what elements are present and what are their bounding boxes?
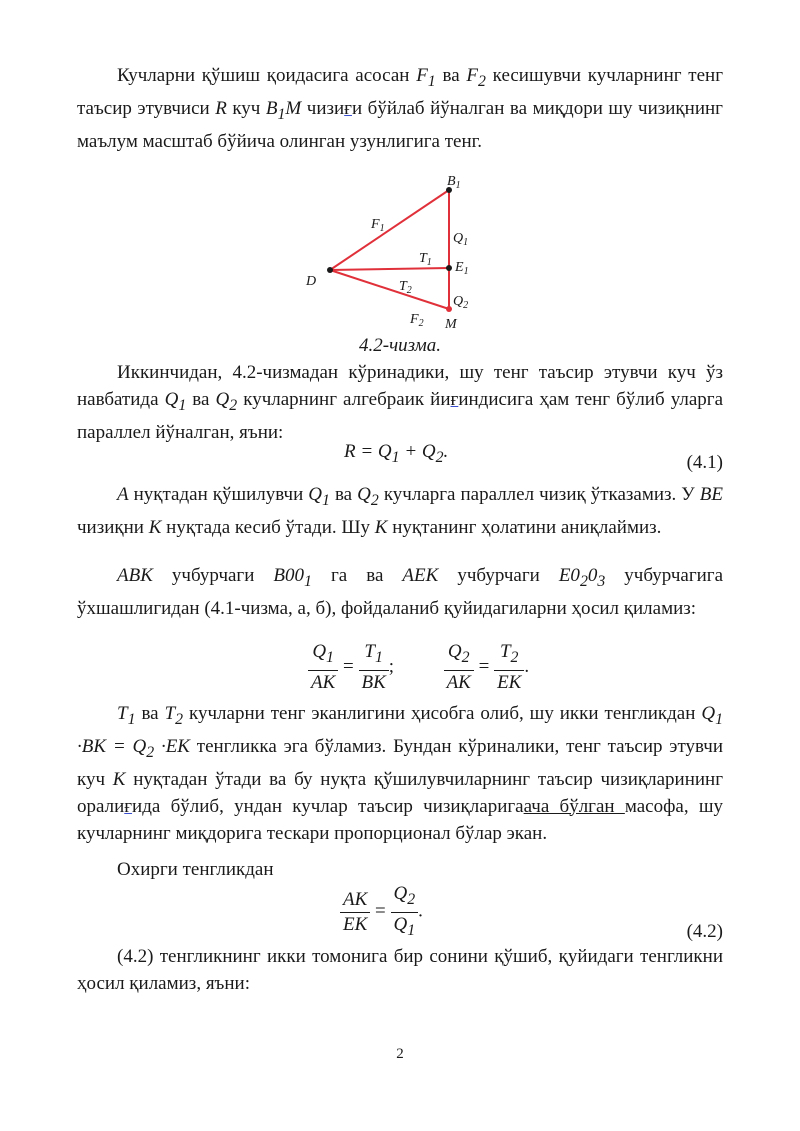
text: учбурчагига ўхшашлигидан (4.1-чизма, а, б), фойдаланиб қуйидагиларни ҳосил қиламиз: xyxy=(77,565,724,619)
equation-4-1: $R = Q_1 + Q_2$. xyxy=(344,441,449,466)
text: кучларни тенг эканлигини ҳисобга олиб, шу икки тенгликдан xyxy=(183,703,702,724)
figure-caption: 4.2-чизма. xyxy=(359,335,441,356)
label-E1: $E_1$ xyxy=(455,260,469,277)
underlined-text: ача бўлган xyxy=(523,795,625,817)
separator: ; xyxy=(388,655,395,677)
equation-number-4-1: (4.1) xyxy=(686,452,723,473)
label-Q1: $Q_1$ xyxy=(453,231,469,248)
fraction-T2-EK: $\frac{T_2}{EK}$ xyxy=(494,640,524,695)
text: и бўйлаб йўналган ва миқдори шу чизиқнинг маълум масштаб бўйича олинган узунлигига тенг. xyxy=(77,97,723,152)
page-number: 2 xyxy=(396,1046,404,1062)
underlined-letter: ғ xyxy=(344,97,352,119)
paragraph-6 xyxy=(77,856,723,883)
symbol-B001: $B00_1$ xyxy=(273,565,312,590)
fraction-AK-EK: $\frac{AK}{EK}$ xyxy=(340,888,370,937)
equation-number-4-2: (4.2) xyxy=(686,921,723,942)
label-F1: $F_1$ xyxy=(371,217,385,234)
symbol-K: K xyxy=(112,768,126,790)
text: нуқтадан ўтади ва бу нуқта қўшилувчиларнинг таъсир чизиқларининг орали xyxy=(77,768,723,817)
symbol-T2: $T_2$ xyxy=(164,703,184,728)
text: ва xyxy=(329,484,358,505)
line-T1 xyxy=(330,268,449,270)
underlined-letter: ғ xyxy=(450,389,459,410)
text: учбурчаги xyxy=(152,565,274,586)
fraction-T1-BK: $\frac{T_1}{BK}$ xyxy=(359,640,389,695)
symbol-F2: $F_2$ xyxy=(466,65,486,90)
equation-fractions: $\frac{Q_1}{AK}$ = $\frac{T_1}{BK}$ ; $\frac{Q_2}{AK}$ = $\frac{T_2}{EK}$ . xyxy=(308,640,529,695)
text: чизиқни xyxy=(77,516,149,538)
text: нуқтадан қўшилувчи xyxy=(128,484,309,505)
fraction-Q2-AK: $\frac{Q_2}{AK}$ xyxy=(444,640,474,695)
text: тенгликка эга бўламиз. Бундан кўриналики, тенг таъсир этувчи куч xyxy=(77,735,723,790)
symbol-E0203: $E0_20_3$ xyxy=(558,565,606,590)
text: Охирги тенгликдан xyxy=(117,859,274,880)
paragraph-4 xyxy=(77,562,723,622)
text: нуқтанинг ҳолатини аниқлаймиз. xyxy=(387,516,662,538)
text: кучларга параллел чизиқ ўтказамиз. У xyxy=(378,484,700,505)
force-lines xyxy=(330,190,449,309)
symbol-ABK: ABK xyxy=(117,565,153,586)
paragraph-2 xyxy=(77,359,723,446)
text: кучларнинг алгебраик йи xyxy=(237,389,451,410)
text: ва xyxy=(186,389,216,410)
text: индисига ҳам тенг бўлиб уларга параллел йўналган, яъни: xyxy=(77,389,724,443)
paragraph-7 xyxy=(77,943,723,997)
label-M: M xyxy=(445,317,457,332)
symbol-Q2: $Q_2$ xyxy=(215,389,238,414)
underlined-letter: ғ xyxy=(124,795,133,817)
text: ва xyxy=(135,703,165,724)
symbol-BE: BE xyxy=(699,484,723,505)
fraction-Q1-AK: $\frac{Q_1}{AK}$ xyxy=(308,640,338,695)
line-F2 xyxy=(330,270,449,309)
paragraph-5 xyxy=(77,700,723,847)
paragraph-3 xyxy=(77,481,723,541)
symbol-Q1: $Q_1$ xyxy=(308,484,330,509)
symbol-AEK: AEK xyxy=(402,565,439,586)
text: учбурчаги xyxy=(438,565,559,586)
label-B1: $B_1$ xyxy=(447,174,461,191)
label-D: D xyxy=(306,274,317,289)
label-T2: $T_2$ xyxy=(399,279,412,296)
period: . xyxy=(418,900,423,922)
fraction-Q2-Q1: $\frac{Q_2}{Q_1}$ xyxy=(391,882,419,943)
text: Иккинчидан, 4.2-чизмадан кўринадики, шу тенг таъсир этувчи куч ўз навбатида xyxy=(77,362,723,410)
point-M xyxy=(446,306,452,312)
symbol-T1: $T_1$ xyxy=(117,703,136,728)
symbol-K: K xyxy=(148,516,162,538)
inline-equation: $Q_1 \cdot BK = Q_2 \cdot EK$ xyxy=(77,703,724,761)
figure-4-2 xyxy=(0,0,800,340)
point-D xyxy=(327,267,333,273)
label-Q2: $Q_2$ xyxy=(453,294,469,311)
text: нуқтада кесиб ўтади. Шу xyxy=(161,516,375,538)
symbol-F1: $F_1$ xyxy=(416,65,436,90)
text: (4.2) тенгликнинг икки томонига бир сонини қўшиб, қуйидаги тенгликни ҳосил қиламиз, яъни: xyxy=(77,946,723,994)
text: ва xyxy=(435,65,467,86)
label-T1: $T_1$ xyxy=(419,251,432,268)
symbol-K: K xyxy=(374,516,388,538)
label-F2: $F_2$ xyxy=(410,312,424,329)
equation-4-2: $\frac{AK}{EK}$ = $\frac{Q_2}{Q_1}$ . xyxy=(340,882,423,943)
symbol-R: R xyxy=(215,97,227,119)
text: масофа, шу кучларнинг миқдорига тескари пропорционал бўлар экан. xyxy=(77,795,723,844)
period: . xyxy=(524,655,530,677)
symbol-Q2: $Q_2$ xyxy=(357,484,379,509)
symbol-Q1: $Q_1$ xyxy=(164,389,187,414)
point-E1 xyxy=(446,265,452,271)
text: ида бўлиб, ундан кучлар таъсир чизиқларига xyxy=(132,795,524,817)
symbol-B1M: $B_1M$ xyxy=(265,97,302,123)
text: куч xyxy=(226,97,266,119)
text: чизи xyxy=(301,97,345,119)
symbol-A: A xyxy=(117,484,129,505)
text: га ва xyxy=(311,565,403,586)
text: Кучларни қўшиш қоидасига асосан xyxy=(117,65,417,86)
text: кесишувчи кучларнинг тенг таъсир этувчиси xyxy=(77,65,723,119)
